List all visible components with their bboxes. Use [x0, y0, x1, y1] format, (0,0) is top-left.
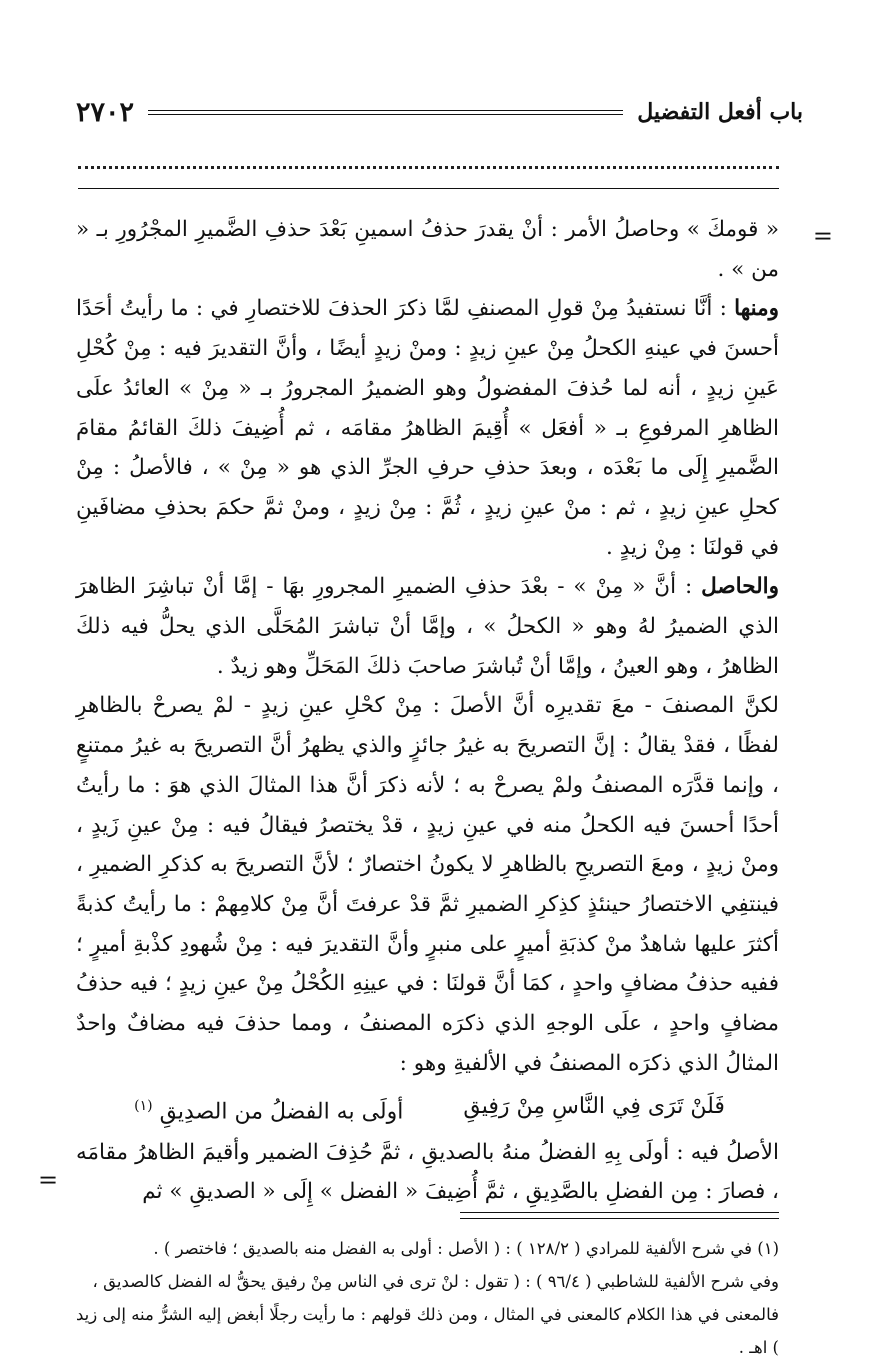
- paragraph-text: : أنَّ « مِنْ » - بعْدَ حذفِ الضميرِ المجرورِ بهَا - إمَّا أنْ تباشِرَ الظاهرَ الذي الضميرُ لهُ وهو « الكحلُ » ، وإمَّا أنْ تباشرَ المُحَلَّى الذي يحلُّ فيه ذلكَ الظاهرُ ، وهو العينُ ، وإمَّا أنْ تُباشرَ صاحبَ ذلكَ المَحَلِّ وهو زيدٌ .: [76, 574, 779, 679]
- footnote-line-1: (١) في شرح الألفية للمرادي ( ١٢٨/٢ ) : ( الأصل : أولى به الفضل منه بالصديق ؛ فاختصر ) .: [153, 1239, 779, 1258]
- footnote-reference: (١): [134, 1098, 153, 1115]
- paragraph-2: [76, 289, 779, 567]
- paragraph-lead: والحاصل: [701, 574, 779, 600]
- continuation-mark-bottom: =: [38, 1166, 59, 1194]
- paragraph-text: : أنَّا نستفيدُ مِنْ قولِ المصنفِ لمَّا ذكرَ الحذفَ للاختصارِ في : ما رأيتُ أحَدًا أحسنَ في عينهِ الكحلُ مِنْ عينِ زيدٍ : ومنْ زيدٍ أيضًا ، وأنَّ التقديرَ فيه : مِنْ كُحْلِ عَينِ زيدٍ ، أنه لما حُذفَ المفضولُ وهو الضميرُ المجرورُ بـ « مِنْ » العائدُ علَى الظاهرِ المرفوعِ بـ « أفعَل » أُقِيمَ الظاهرُ مقامَه ، ثم أُضِيفَ ذلكَ القائمُ مقامَ الضَّميرِ إِلَى ما بَعْدَه ، وبعدَ حذفِ حرفِ الجرِّ الذي هو « مِنْ » ، فالأصلُ : مِنْ كحلِ عينِ زيدٍ ، ثم : منْ عينِ زيدٍ ، ثُمَّ : مِنْ زيدٍ ، ومنْ ثمَّ حكمَ بحذفِ مضافَينِ في قولنَا : مِنْ زيدٍ .: [76, 296, 779, 560]
- footnote-line-3: فالمعنى في هذا الكلام كالمعنى في المثال ، ومن ذلك قولهم : ما رأيت رجلًا أبغض إليه الشرُّ منه إلى زيد ) اهـ .: [76, 1305, 779, 1357]
- paragraph-1: « قومكَ » وحاصلُ الأمر : أنْ يقدرَ حذفُ اسمينِ بَعْدَ حذفِ الضَّميرِ المجْرُورِ بـ « من » .: [76, 217, 779, 282]
- verse-second-hemistich-wrap: [130, 1087, 403, 1132]
- verse-first-hemistich: فَلَنْ تَرَى فِي النَّاسِ مِنْ رَفِيقِ: [463, 1094, 725, 1120]
- footnote-rule: [460, 1212, 779, 1213]
- paragraph-5: الأصلُ فيه : أولَى بِهِ الفضلُ منهُ بالصديقِ ، ثمَّ حُذِفَ الضمير وأقيمَ الظاهرُ مقامَه ، فصارَ : مِن الفضلِ بالصَّدِيقِ ، ثمَّ أُضِيفَ « الفضل » إِلَى « الصديقِ » ثم: [76, 1139, 779, 1205]
- footnotes: [76, 1232, 779, 1364]
- running-header: [76, 92, 803, 132]
- footnote-rule-secondary: [460, 1218, 779, 1219]
- dotted-divider: [78, 166, 779, 169]
- header-rule: [148, 110, 623, 115]
- top-rule: [78, 188, 779, 189]
- paragraph-3: [76, 567, 779, 686]
- main-text: [76, 210, 779, 1212]
- chapter-title: باب أفعل التفضيل: [637, 99, 803, 125]
- page-number: ٢٧٠٢: [76, 96, 135, 128]
- poetry-verse: [76, 1087, 779, 1132]
- paragraph-4: لكنَّ المصنفَ - معَ تقديرِه أنَّ الأصلَ : مِنْ كحْلِ عينِ زيدٍ - لمْ يصرحْ بالظاهرِ لفظًا ، فقدْ يقالُ : إنَّ التصريحَ به غيرُ جائزٍ والذي يظهرُ أنَّ التصريحَ به غيرُ ممتنعٍ ، وإنما قدَّرَه المصنفُ ولمْ يصرحْ به ؛ لأنه ذكرَ أنَّ هذا المثالَ الذي هوَ : ما رأيتُ أحدًا أحسنَ فيه الكحلُ منه في عينِ زيدٍ ، قدْ يختصرُ فيقالُ فيه : مِنْ عينِ زَيدٍ ، ومنْ زيدٍ ، ومعَ التصريحِ بالظاهرِ لا يكونُ اختصارٌ ؛ لأنَّ التصريحَ به كذكرِ الضميرِ ، فينتفِي الاختصارُ حينئذٍ كذِكرِ الضميرِ ثمَّ قدْ عرفتَ أنَّ مِنْ كلامِهمْ : ما رأيتُ كذبةً أكثرَ عليها شاهدٌ منْ كذبَةِ أميرٍ على منبرٍ وأنَّ التقديرَ فيه : مِنْ شُهودِ كذْبةِ أميرٍ ؛ ففيه حذفُ مضافٍ واحدٍ ، كمَا أنَّ قولنَا : في عينِهِ الكُحْلُ مِنْ عينِ زيدٍ ؛ فيه حذفُ مضافٍ واحدٍ ، علَى الوجهِ الذي ذكرَه المصنفُ ، ومما حذفَ فيه مضافٌ واحدٌ المثالُ الذي ذكرَه المصنفُ في الألفيةِ وهو :: [76, 693, 779, 1076]
- footnote-line-2: وفي شرح الألفية للشاطبي ( ٩٦/٤ ) : ( تقول : لنْ ترى في الناس مِنْ رفيق يحقُّ له الفضل كالصديق ،: [92, 1272, 779, 1291]
- continuation-mark-top: =: [812, 222, 833, 250]
- verse-second-hemistich: أولَى به الفضلُ من الصدِيقِ: [159, 1099, 404, 1125]
- paragraph-lead: ومنها: [734, 296, 779, 322]
